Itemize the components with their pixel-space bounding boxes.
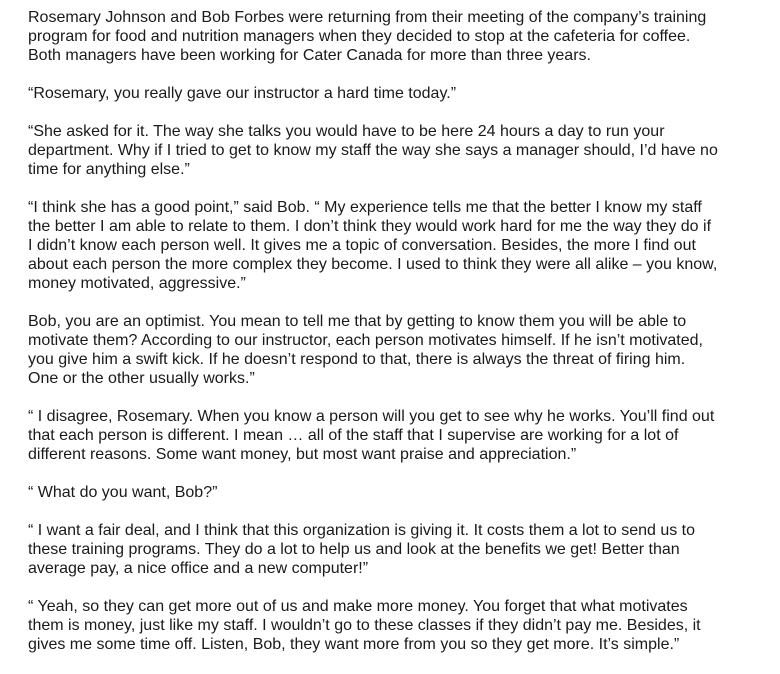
text-line: you give him a swift kick. If he doesn’t respond to that, there is always the threat of firing him. [28,351,686,368]
text-line: these training programs. They do a lot to help us and look at the benefits we get! Better than [28,541,680,558]
text-line: department. Why if I tried to get to know my staff the way she says a manager should, I’d have no [28,142,718,159]
text-line: average pay, a nice office and a new computer!” [28,560,369,577]
text-line: about each person the more complex they become. I used to think they were all alike – you know, [28,256,718,273]
text-line: money motivated, aggressive.” [28,275,246,292]
text-line: program for food and nutrition managers when they decided to stop at the cafeteria for coffee. [28,28,691,45]
text-line: One or the other usually works.” [28,370,255,387]
text-line: “She asked for it. The way she talks you would have to be here 24 hours a day to run your [28,123,665,140]
text-line: “ I want a fair deal, and I think that this organization is giving it. It costs them a lot to send us to [28,522,696,539]
document-body [28,8,768,673]
paragraph-rosemary-reply [28,122,768,179]
paragraph-bob-good-point [28,198,768,293]
paragraph-bob-remark [28,84,768,103]
text-line: gives me some time off. Listen, Bob, they want more from you so they get more. It’s simple.” [28,636,680,653]
text-line: them is money, just like my staff. I wouldn’t go to these classes if they didn’t pay me. Besides, it [28,617,701,634]
paragraph-rosemary-optimist [28,312,768,388]
text-line: “ What do you want, Bob?” [28,484,218,501]
text-line: Bob, you are an optimist. You mean to tell me that by getting to know them you will be able to [28,313,687,330]
text-line: I didn’t know each person well. It gives me a topic of conversation. Besides, the more I find out [28,237,696,254]
text-line: Both managers have been working for Cater Canada for more than three years. [28,47,591,64]
text-line: “I think she has a good point,” said Bob. “ My experience tells me that the better I know my staff [28,199,702,216]
text-line: “Rosemary, you really gave our instructor a hard time today.” [28,85,457,102]
text-line: different reasons. Some want money, but most want praise and appreciation.” [28,446,577,463]
paragraph-intro [28,8,768,65]
text-line: time for anything else.” [28,161,190,178]
text-line: that each person is different. I mean … all of the staff that I supervise are working for a lot of [28,427,679,444]
text-line: “ Yeah, so they can get more out of us and make more money. You forget that what motivates [28,598,688,615]
text-line: Rosemary Johnson and Bob Forbes were returning from their meeting of the company’s training [28,9,707,26]
text-line: “ I disagree, Rosemary. When you know a person will you get to see why he works. You’ll find out [28,408,715,425]
paragraph-bob-fair-deal [28,521,768,578]
text-line: the better I am able to relate to them. I don’t think they would work hard for me the way they do if [28,218,712,235]
paragraph-bob-disagree [28,407,768,464]
paragraph-rosemary-question [28,483,768,502]
paragraph-rosemary-money [28,597,768,654]
text-line: motivate them? According to our instructor, each person motivates himself. If he isn’t motivated, [28,332,703,349]
